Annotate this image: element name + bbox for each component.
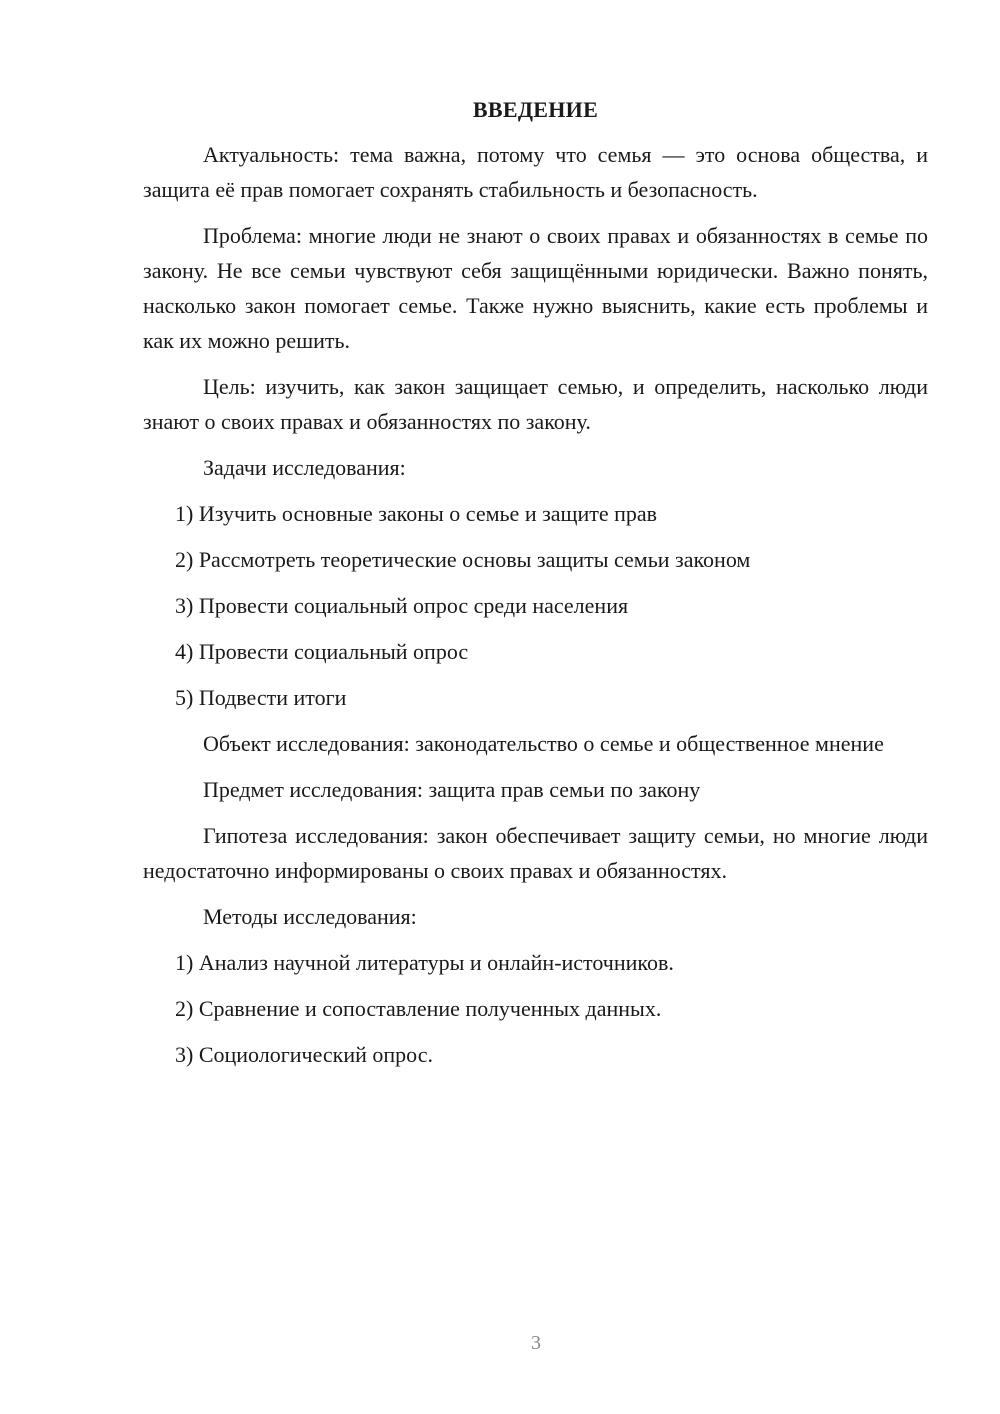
section-title: ВВЕДЕНИЕ: [472, 97, 599, 122]
relevance-paragraph: Актуальность: тема важна, потому что семья — это основа общества, и защита её прав помогает сохранять стабильность и безопасность.: [143, 142, 928, 202]
page-number: 3: [531, 1332, 541, 1354]
list-item: 3) Провести социальный опрос среди населения: [175, 593, 629, 618]
problem-paragraph: Проблема: многие люди не знают о своих правах и обязанностях в семье по закону. Не все семьи чувствуют себя защищёнными юридически. Важно понять, насколько закон помогает семье. Также нужно выяснить, какие есть проблемы и как их можно решить.: [143, 223, 928, 353]
tasks-list: [143, 496, 928, 715]
object-paragraph: Объект исследования: законодательство о семье и общественное мнение: [203, 731, 884, 756]
list-item: 4) Провести социальный опрос: [175, 639, 469, 664]
subject-paragraph: Предмет исследования: защита прав семьи по закону: [203, 777, 701, 802]
list-item: 3) Социологический опрос.: [175, 1042, 433, 1067]
document-body: [143, 92, 928, 1083]
goal-paragraph: Цель: изучить, как закон защищает семью, и определить, насколько люди знают о своих правах и обязанностях по закону.: [143, 374, 928, 434]
list-item: 1) Изучить основные законы о семье и защите прав: [175, 501, 658, 526]
tasks-heading: Задачи исследования:: [203, 455, 406, 480]
methods-heading: Методы исследования:: [203, 904, 417, 929]
list-item: 2) Рассмотреть теоретические основы защиты семьи законом: [175, 547, 751, 572]
list-item: 2) Сравнение и сопоставление полученных данных.: [175, 996, 662, 1021]
list-item: 1) Анализ научной литературы и онлайн-источников.: [175, 950, 674, 975]
methods-list: [143, 945, 928, 1072]
list-item: 5) Подвести итоги: [175, 685, 347, 710]
hypothesis-paragraph: Гипотеза исследования: закон обеспечивает защиту семьи, но многие люди недостаточно информированы о своих правах и обязанностях.: [143, 823, 928, 883]
